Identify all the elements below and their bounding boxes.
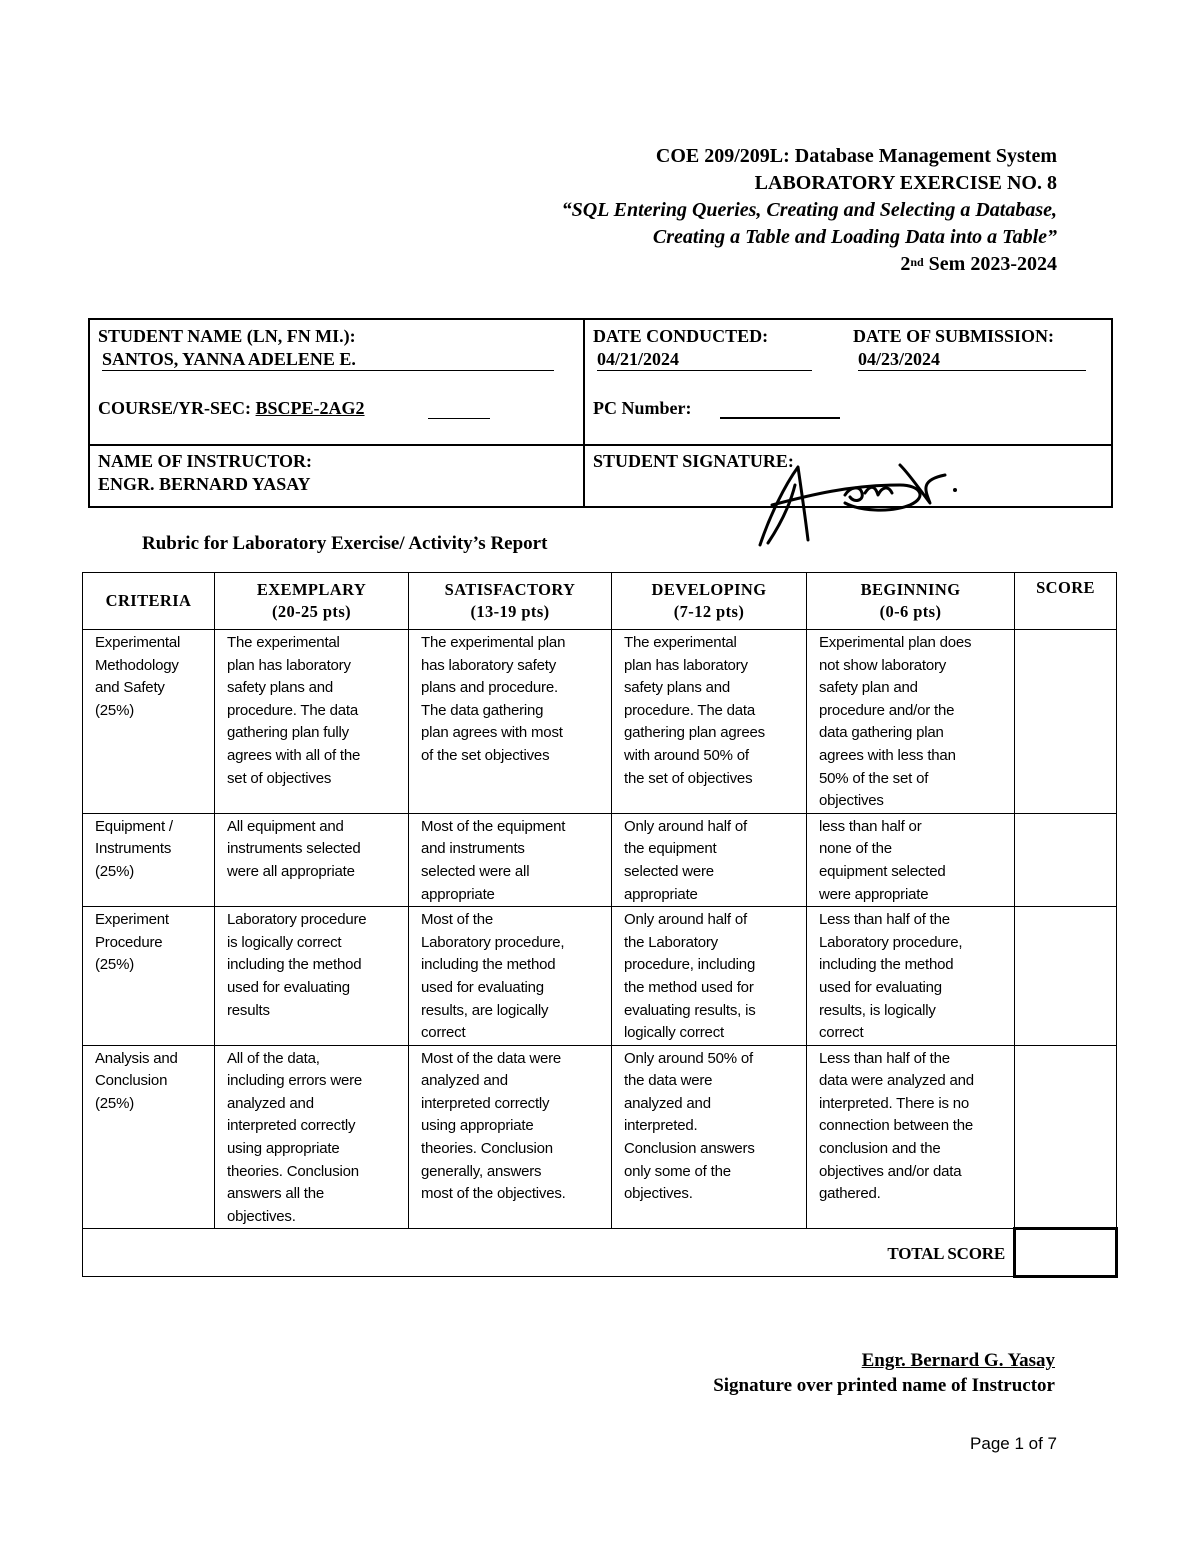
instructor-label: NAME OF INSTRUCTOR: (98, 451, 313, 471)
rubric-cell-score[interactable] (1015, 1045, 1117, 1229)
header-satisfactory: SATISFACTORY (13-19 pts) (409, 573, 612, 630)
instructor-signature-name: Engr. Bernard G. Yasay (861, 1350, 1055, 1371)
cell-line: Experimental (95, 634, 181, 651)
cell-line: only some of the (624, 1162, 731, 1180)
cell-line: conclusion and the (819, 1140, 941, 1158)
cell-line: objectives. (624, 1185, 693, 1203)
cell-line: the data were (624, 1072, 713, 1090)
cell-line: Experimental plan does (819, 634, 972, 651)
cell-line: the Laboratory (624, 933, 718, 951)
cell-line: Laboratory procedure, (421, 933, 565, 951)
cell-line: including the method (819, 956, 954, 974)
exercise-title-line-1: “SQL Entering Queries, Creating and Selecting a Database, (561, 199, 1057, 221)
cell-line: The data gathering (421, 701, 544, 719)
cell-line: Experiment (95, 911, 169, 929)
cell-line: using appropriate (421, 1117, 534, 1135)
cell-line: analyzed and (421, 1072, 508, 1090)
semester-number: 2 (900, 253, 911, 275)
cell-line: data gathering plan (819, 724, 944, 742)
cell-line: less than half or (819, 817, 922, 835)
rubric-cell-satisfactory (409, 907, 612, 1046)
cell-line: Only around half of (624, 817, 747, 835)
cell-line: used for evaluating (227, 978, 350, 996)
cell-line: plan agrees with most (421, 724, 563, 742)
rubric-cell-beginning (807, 813, 1015, 906)
cell-line: evaluating results, is (624, 1001, 756, 1019)
page-number: Page 1 of 7 (970, 1434, 1057, 1453)
cell-line: data were analyzed and (819, 1072, 974, 1090)
rubric-cell-score[interactable] (1015, 630, 1117, 814)
student-name-underline (102, 370, 554, 371)
exercise-number: LABORATORY EXERCISE NO. 8 (754, 172, 1057, 194)
student-signature-label: STUDENT SIGNATURE: (593, 451, 794, 471)
cell-line: Instruments (95, 840, 172, 858)
cell-line: Procedure (95, 933, 163, 951)
cell-line: were all appropriate (227, 862, 355, 880)
cell-line: has laboratory safety (421, 656, 557, 674)
cell-line: procedure. The data (227, 701, 359, 719)
cell-line: procedure. The data (624, 701, 756, 719)
instructor-signature-caption: Signature over printed name of Instructor (713, 1375, 1055, 1396)
cell-line: set of objectives (227, 769, 332, 787)
rubric-cell-exemplary (215, 813, 409, 906)
course-title: COE 209/209L: Database Management System (655, 145, 1057, 167)
cell-line: agrees with all of the (227, 746, 361, 764)
cell-line: instruments selected (227, 840, 361, 858)
course-section-underline (428, 418, 490, 419)
rubric-cell-satisfactory (409, 1045, 612, 1229)
info-divider-horizontal (90, 444, 1111, 446)
pc-number-label: PC Number: (593, 398, 692, 418)
rubric-cell-score[interactable] (1015, 813, 1117, 906)
cell-line: Only around 50% of (624, 1049, 753, 1067)
header-score: SCORE (1015, 573, 1117, 630)
cell-line: Equipment / (95, 817, 173, 835)
cell-line: The experimental (227, 634, 340, 651)
cell-line: gathered. (819, 1185, 881, 1203)
cell-line: the equipment (624, 840, 717, 858)
cell-line: Less than half of the (819, 911, 950, 929)
date-submission-underline (858, 370, 1086, 371)
cell-line: correct (819, 1024, 864, 1042)
rubric-cell-score[interactable] (1015, 907, 1117, 1046)
cell-line: (25%) (95, 701, 135, 719)
cell-line: procedure, including (624, 956, 756, 974)
cell-line: The experimental (624, 634, 737, 651)
cell-line: Most of the data were (421, 1049, 562, 1067)
rubric-row (83, 813, 1117, 906)
cell-line: used for evaluating (819, 978, 942, 996)
rubric-cell-satisfactory (409, 630, 612, 814)
cell-line: Analysis and (95, 1049, 178, 1067)
cell-line: analyzed and (624, 1094, 711, 1112)
exercise-title-line-2: Creating a Table and Loading Data into a Table” (652, 226, 1057, 248)
cell-line: correct (421, 1024, 466, 1042)
cell-line: is logically correct (227, 933, 342, 951)
rubric-cell-developing (612, 1045, 807, 1229)
cell-line: Only around half of (624, 911, 747, 929)
student-name-label: STUDENT NAME (LN, FN MI.): (98, 326, 356, 346)
cell-line: of the set objectives (421, 746, 550, 764)
cell-line: Laboratory procedure, (819, 933, 963, 951)
course-section (98, 397, 365, 419)
total-score-label: TOTAL SCORE (83, 1229, 1015, 1277)
cell-line: (25%) (95, 862, 135, 880)
cell-line: analyzed and (227, 1094, 314, 1112)
cell-line: Most of the (421, 911, 494, 929)
cell-line: plans and procedure. (421, 679, 558, 697)
rubric-cell-exemplary (215, 907, 409, 1046)
cell-line: safety plans and (227, 679, 334, 697)
rubric-cell-beginning (807, 630, 1015, 814)
info-divider-vertical (583, 320, 585, 506)
rubric-title: Rubric for Laboratory Exercise/ Activity’s Report (142, 533, 548, 554)
rubric-table (82, 572, 1118, 1278)
student-name-value: SANTOS, YANNA ADELENE E. (102, 349, 356, 369)
cell-line: All of the data, (227, 1049, 320, 1067)
cell-line: Conclusion (95, 1072, 168, 1090)
cell-line: appropriate (624, 885, 698, 903)
cell-line: interpreted correctly (421, 1094, 550, 1112)
cell-line: and Safety (95, 679, 165, 697)
date-submission-value: 04/23/2024 (858, 349, 941, 369)
cell-line: and instruments (421, 840, 525, 858)
cell-line: not show laboratory (819, 656, 947, 674)
cell-line: including the method (227, 956, 362, 974)
rubric-cell-criteria (83, 1045, 215, 1229)
cell-line: selected were all (421, 862, 530, 880)
cell-line: results (227, 1001, 270, 1019)
cell-line: answers all the (227, 1185, 325, 1203)
date-conducted-underline (597, 370, 812, 371)
cell-line: most of the objectives. (421, 1185, 566, 1203)
header-exemplary: EXEMPLARY (20-25 pts) (215, 573, 409, 630)
rubric-cell-criteria (83, 813, 215, 906)
cell-line: the method used for (624, 978, 754, 996)
cell-line: All equipment and (227, 817, 344, 835)
header-beginning: BEGINNING (0-6 pts) (807, 573, 1015, 630)
cell-line: logically correct (624, 1024, 724, 1042)
cell-line: using appropriate (227, 1140, 340, 1158)
cell-line: plan has laboratory (624, 656, 748, 674)
rubric-cell-criteria (83, 630, 215, 814)
cell-line: used for evaluating (421, 978, 544, 996)
rubric-cell-beginning (807, 907, 1015, 1046)
cell-line: interpreted. There is no (819, 1094, 970, 1112)
cell-line: plan has laboratory (227, 656, 351, 674)
cell-line: connection between the (819, 1117, 974, 1135)
cell-line: including the method (421, 956, 556, 974)
total-score-row (83, 1229, 1117, 1277)
semester-year: Sem 2023-2024 (923, 253, 1057, 275)
rubric-cell-developing (612, 630, 807, 814)
semester (900, 251, 1057, 278)
cell-line: (25%) (95, 956, 135, 974)
cell-line: with around 50% of (624, 746, 749, 764)
cell-line: theories. Conclusion (227, 1162, 359, 1180)
header-developing: DEVELOPING (7-12 pts) (612, 573, 807, 630)
cell-line: safety plans and (624, 679, 731, 697)
cell-line: (25%) (95, 1094, 135, 1112)
date-conducted-label: DATE CONDUCTED: (593, 326, 769, 346)
cell-line: 50% of the set of (819, 769, 929, 787)
rubric-cell-beginning (807, 1045, 1015, 1229)
cell-line: generally, answers (421, 1162, 542, 1180)
cell-line: Conclusion answers (624, 1140, 755, 1158)
cell-line: Methodology (95, 656, 179, 674)
cell-line: Less than half of the (819, 1049, 950, 1067)
cell-line: objectives and/or data (819, 1162, 962, 1180)
cell-line: theories. Conclusion (421, 1140, 553, 1158)
pc-number-underline (720, 417, 840, 419)
cell-line: procedure and/or the (819, 701, 955, 719)
total-score-box[interactable] (1015, 1229, 1117, 1277)
course-section-label: COURSE/YR-SEC: (98, 398, 252, 418)
rubric-header-row (83, 573, 1117, 630)
date-conducted-value: 04/21/2024 (597, 349, 680, 369)
cell-line: objectives. (227, 1207, 296, 1225)
course-section-value: BSCPE-2AG2 (255, 398, 365, 418)
rubric-cell-criteria (83, 907, 215, 1046)
cell-line: interpreted correctly (227, 1117, 356, 1135)
instructor-name: ENGR. BERNARD YASAY (98, 474, 311, 494)
cell-line: The experimental plan (421, 634, 566, 651)
cell-line: including errors were (227, 1072, 363, 1090)
cell-line: were appropriate (819, 885, 929, 903)
header-criteria: CRITERIA (83, 573, 215, 630)
student-signature-image (750, 455, 970, 560)
date-submission-label: DATE OF SUBMISSION: (853, 326, 1055, 346)
rubric-row (83, 630, 1117, 814)
rubric-row (83, 1045, 1117, 1229)
cell-line: Laboratory procedure (227, 911, 367, 929)
cell-line: safety plan and (819, 679, 918, 697)
cell-line: none of the (819, 840, 892, 858)
rubric-cell-developing (612, 813, 807, 906)
semester-suffix: nd (910, 255, 924, 269)
rubric-cell-satisfactory (409, 813, 612, 906)
rubric-cell-exemplary (215, 1045, 409, 1229)
cell-line: agrees with less than (819, 746, 956, 764)
cell-line: gathering plan fully (227, 724, 349, 742)
rubric-row (83, 907, 1117, 1046)
cell-line: appropriate (421, 885, 495, 903)
cell-line: gathering plan agrees (624, 724, 765, 742)
cell-line: Most of the equipment (421, 817, 566, 835)
cell-line: interpreted. (624, 1117, 698, 1135)
rubric-cell-developing (612, 907, 807, 1046)
cell-line: the set of objectives (624, 769, 753, 787)
cell-line: results, are logically (421, 1001, 549, 1019)
cell-line: objectives (819, 792, 884, 810)
rubric-cell-exemplary (215, 630, 409, 814)
cell-line: results, is logically (819, 1001, 936, 1019)
cell-line: selected were (624, 862, 714, 880)
cell-line: equipment selected (819, 862, 946, 880)
